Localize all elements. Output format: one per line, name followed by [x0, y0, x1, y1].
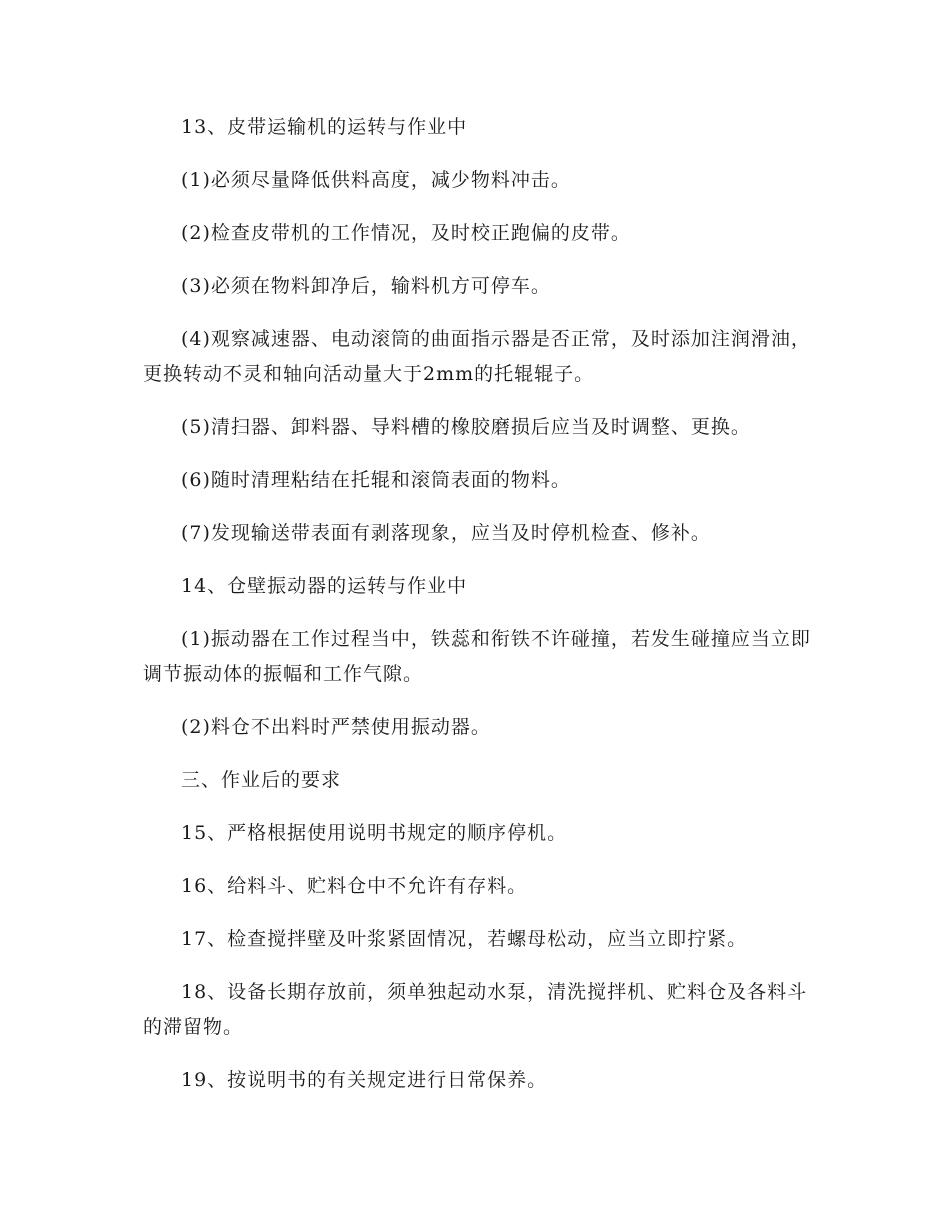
- section-heading-13: 13、皮带运输机的运转与作业中: [181, 116, 468, 138]
- list-item: (1)振动器在工作过程当中，铁蕊和衔铁不许碰撞，若发生碰撞应当立即调节振动体的振幅和工作气隙。: [143, 628, 811, 685]
- list-item: 18、设备长期存放前，须单独起动水泵，清洗搅拌机、贮料仓及各料斗的滞留物。: [143, 981, 808, 1038]
- list-item: (2)料仓不出料时严禁使用振动器。: [181, 716, 491, 738]
- list-item: (2)检查皮带机的工作情况，及时校正跑偏的皮带。: [181, 222, 631, 244]
- list-item: (4)观察减速器、电动滚筒的曲面指示器是否正常，及时添加注润滑油，更换转动不灵和轴向活动量大于2mm的托辊辊子。: [143, 328, 811, 385]
- list-item: 15、严格根据使用说明书规定的顺序停机。: [181, 822, 568, 844]
- list-item: (7)发现输送带表面有剥落现象，应当及时停机检查、修补。: [181, 522, 711, 544]
- list-item: 16、给料斗、贮料仓中不允许有存料。: [181, 875, 528, 897]
- list-item: (6)随时清理粘结在托辊和滚筒表面的物料。: [181, 469, 571, 491]
- list-item: 19、按说明书的有关规定进行日常保养。: [181, 1069, 548, 1091]
- section-heading-14: 14、仓壁振动器的运转与作业中: [181, 575, 468, 597]
- list-item: (3)必须在物料卸净后，输料机方可停车。: [181, 275, 551, 297]
- list-item: (5)清扫器、卸料器、导料槽的橡胶磨损后应当及时调整、更换。: [181, 416, 751, 438]
- section-heading-after-work: 三、作业后的要求: [181, 769, 342, 791]
- list-item: (1)必须尽量降低供料高度，减少物料冲击。: [181, 169, 571, 191]
- document-body: [143, 110, 813, 1116]
- list-item: 17、检查搅拌壁及叶浆紧固情况，若螺母松动，应当立即拧紧。: [181, 928, 748, 950]
